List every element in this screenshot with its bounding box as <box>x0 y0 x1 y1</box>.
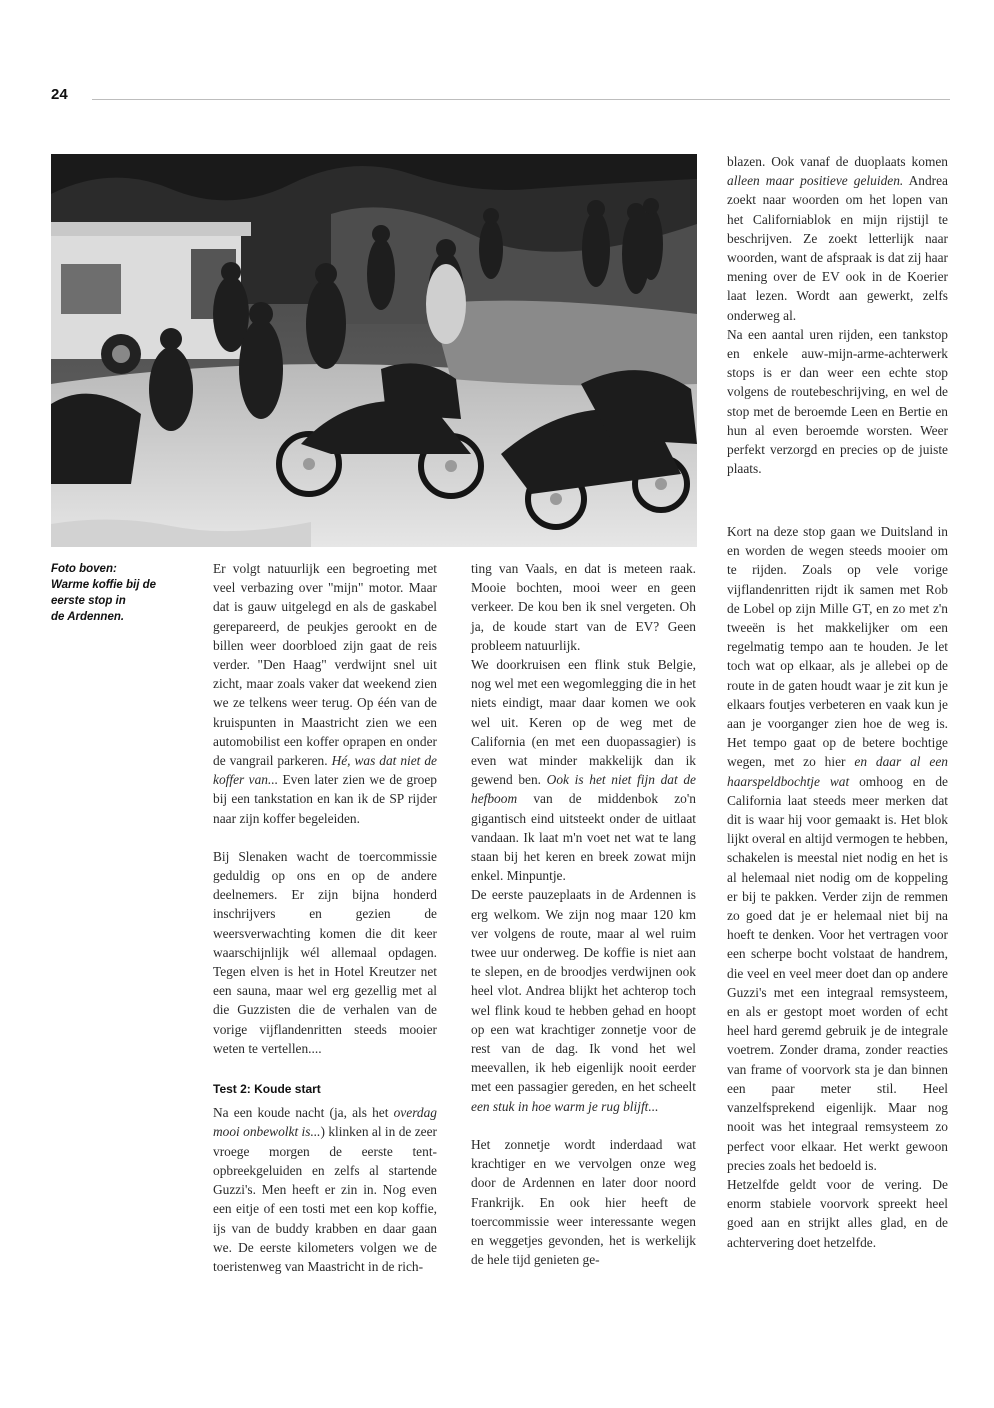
paragraph: Na een aantal uren rijden, een tankstop en enkele auw-mijn-arme-achterwerk stops is er dan weer een echte stop volgens de routebeschrijving, en wel de stop met de beroemde Leen en Bertie en hun al even beroemde worsten. Weer perfekt verzorgd en precies op de juiste plaats. <box>727 326 948 477</box>
photo-caption <box>51 561 161 625</box>
caption-line: Warme koffie bij de <box>51 579 157 591</box>
caption-line: de Ardennen. <box>51 611 125 623</box>
paragraph: De eerste pauzeplaats in de Ardennen is erg welkom. We zijn nog maar 120 km ver volgens de route, maar al wel ruim twee uur onderweg. De koffie is niet aan te slepen, en de broodjes verdwijnen ook heel vlot. Andrea blijkt het achterop toch wel flink koud te hebben gehad en hoopt op een wat krachtiger zonnetje voor de rest van de dag. Ik vond het wel meevallen, ik heb eigenlijk nooit eerder met een passagier gereden, en het scheelt een stuk in hoe warm je rug blijft... <box>471 887 696 1114</box>
paragraph: ting van Vaals, en dat is meteen raak. Mooie bochten, mooi weer en geen verkeer. De kou ben ik snel vergeten. Oh ja, de koude start van de EV? Geen probleem natuurlijk. <box>471 561 696 653</box>
paragraph: Na een koude nacht (ja, als het overdag mooi onbewolkt is...) klinken al in de zeer vroege morgen de eerste tent-opbreekgeluiden en zelfs al startende Guzzi's. Men heeft er zin in. Nog even een eitje of een tosti met een kop koffie, ijs van de buddy krabben en daar gaan we. De eerste kilometers volgen we de toeristenweg van Maastricht in de rich- <box>213 1105 437 1274</box>
column-3-bottom <box>727 522 948 1252</box>
paragraph: Hetzelfde geldt voor de vering. De enorm stabiele voorvork spreekt heel goed aan en strijkt alles glad, en de achtervering doet hetzelfde. <box>727 1176 948 1250</box>
column-3-top <box>727 152 948 478</box>
column-2 <box>471 559 696 1269</box>
paragraph: Er volgt natuurlijk een begroeting met veel verbazing over "mijn" motor. Maar dat is gauw uitgelegd en als de gaskabel gerepareerd, de peukjes gerookt en de billen weer doorbloed zijn gaat de reis verder. "Den Haag" verdwijnt snel uit zicht, maar zoals vaker dat weekend zien we ze telkens weer terug. Op één van de kruispunten in Maastricht zien we een automobilist een koffer oprapen en onder de vangrail parkeren. Hé, was dat niet de koffer van... Even later zien we de groep bij een tankstation en kan ik de SP rijder naar zijn koffer begeleiden. <box>213 561 437 826</box>
paragraph: Het zonnetje wordt inderdaad wat krachtiger en we vervolgen onze weg door de Ardennen en later door noord Frankrijk. En ook hier heeft de toercommissie weer interessante wegen en weggetjes gevonden, het is werkelijk de hele tijd genieten ge- <box>471 1136 696 1268</box>
caption-line: Foto boven: <box>51 563 117 575</box>
caption-line: eerste stop in <box>51 595 126 607</box>
header-rule <box>92 99 950 100</box>
paragraph: Bij Slenaken wacht de toercommissie geduldig op ons en op de andere deelnemers. Er zijn bijna honderd inschrijvers en gezien de weersverwachting komen die dit keer waarschijnlijk wél allemaal opdagen. Tegen elven is het in Hotel Kreutzer net een sauna, maar wel erg gezellig met al die Guzzisten die de verhalen van de vorige vijflandenritten steeds mooier weten te vertellen.... <box>213 848 437 1056</box>
section-heading: Test 2: Koude start <box>213 1082 321 1097</box>
paragraph: We doorkruisen een flink stuk Belgie, nog wel met een wegomlegging die in het niets eindigt, maar daar komen we ook wel uit. Keren op de weg met de California (en met een duopassagier) is even wat minder makkelijk dan ik gewend ben. Ook is het niet fijn dat de hefboom van de middenbok zo'n gigantisch eind uitsteekt onder de uitlaat vandaan. Ik laat m'n voet net wat te lang staan bij het keren en breek zowat mijn enkel. Minpuntje. <box>471 657 696 884</box>
page-number: 24 <box>51 86 68 103</box>
column-1 <box>213 559 437 1276</box>
paragraph: Kort na deze stop gaan we Duitsland in en worden de wegen steeds mooier om te rijden. Zoals op vele vorige vijflandenritten rijdt ik samen met Rob de Lobel op zijn Mille GT, en zo met z'n tweeën is het makkelijker om een regelmatig tempo aan te houden. Je let toch wat op elkaar, als je allebei op de route in de gaten houdt waar je zit kun je elkaars foutjes verbeteren en vaak kun je aan je voorganger zien hoe de weg is. Het tempo gaat op de betere bochtige wegen, met zo hier en daar al een haarspeldbochtje wat omhoog en de California laat steeds meer merken dat dit is waar hij voor gemaakt is. Het blok lijkt overal en altijd vermogen te hebben, schakelen is meestal niet nodig en het is al helemaal niet nodig om de koppeling er bij te pakken. Verder zijn de remmen zo goed dat je er helemaal niet bij na hoeft te denken. Voor het vertragen voor een scherpe bocht volstaat de handrem, die veel en veel meer doet dan op andere Guzzi's met een integraal remsysteem, en als er gestopt moet worden of echt heel hard geremd gebruik je de integrale voetrem. Zonder drama, zonder reacties van frame of voorvork sta je dan binnen een paar meter stil. Heel vanzelfsprekend eigenlijk. Maar nog nooit was het integraal remsysteem zo perfect voor elkaar. Het werkt gewoon precies zoals het bedoeld is. <box>727 524 948 1173</box>
paragraph: blazen. Ook vanaf de duoplaats komen alleen maar positieve geluiden. Andrea zoekt naar woorden om het lopen van het Californiablok en mijn rijstijl te beschrijven. Ze zoekt letterlijk naar woorden, want de afspraak is dat zij haar mening over de EV ook in de Koerier laat lezen. Wordt aan gewerkt, zelfs onderweg al. <box>727 154 949 323</box>
photo-coffee-stop-ardennes <box>51 154 697 547</box>
